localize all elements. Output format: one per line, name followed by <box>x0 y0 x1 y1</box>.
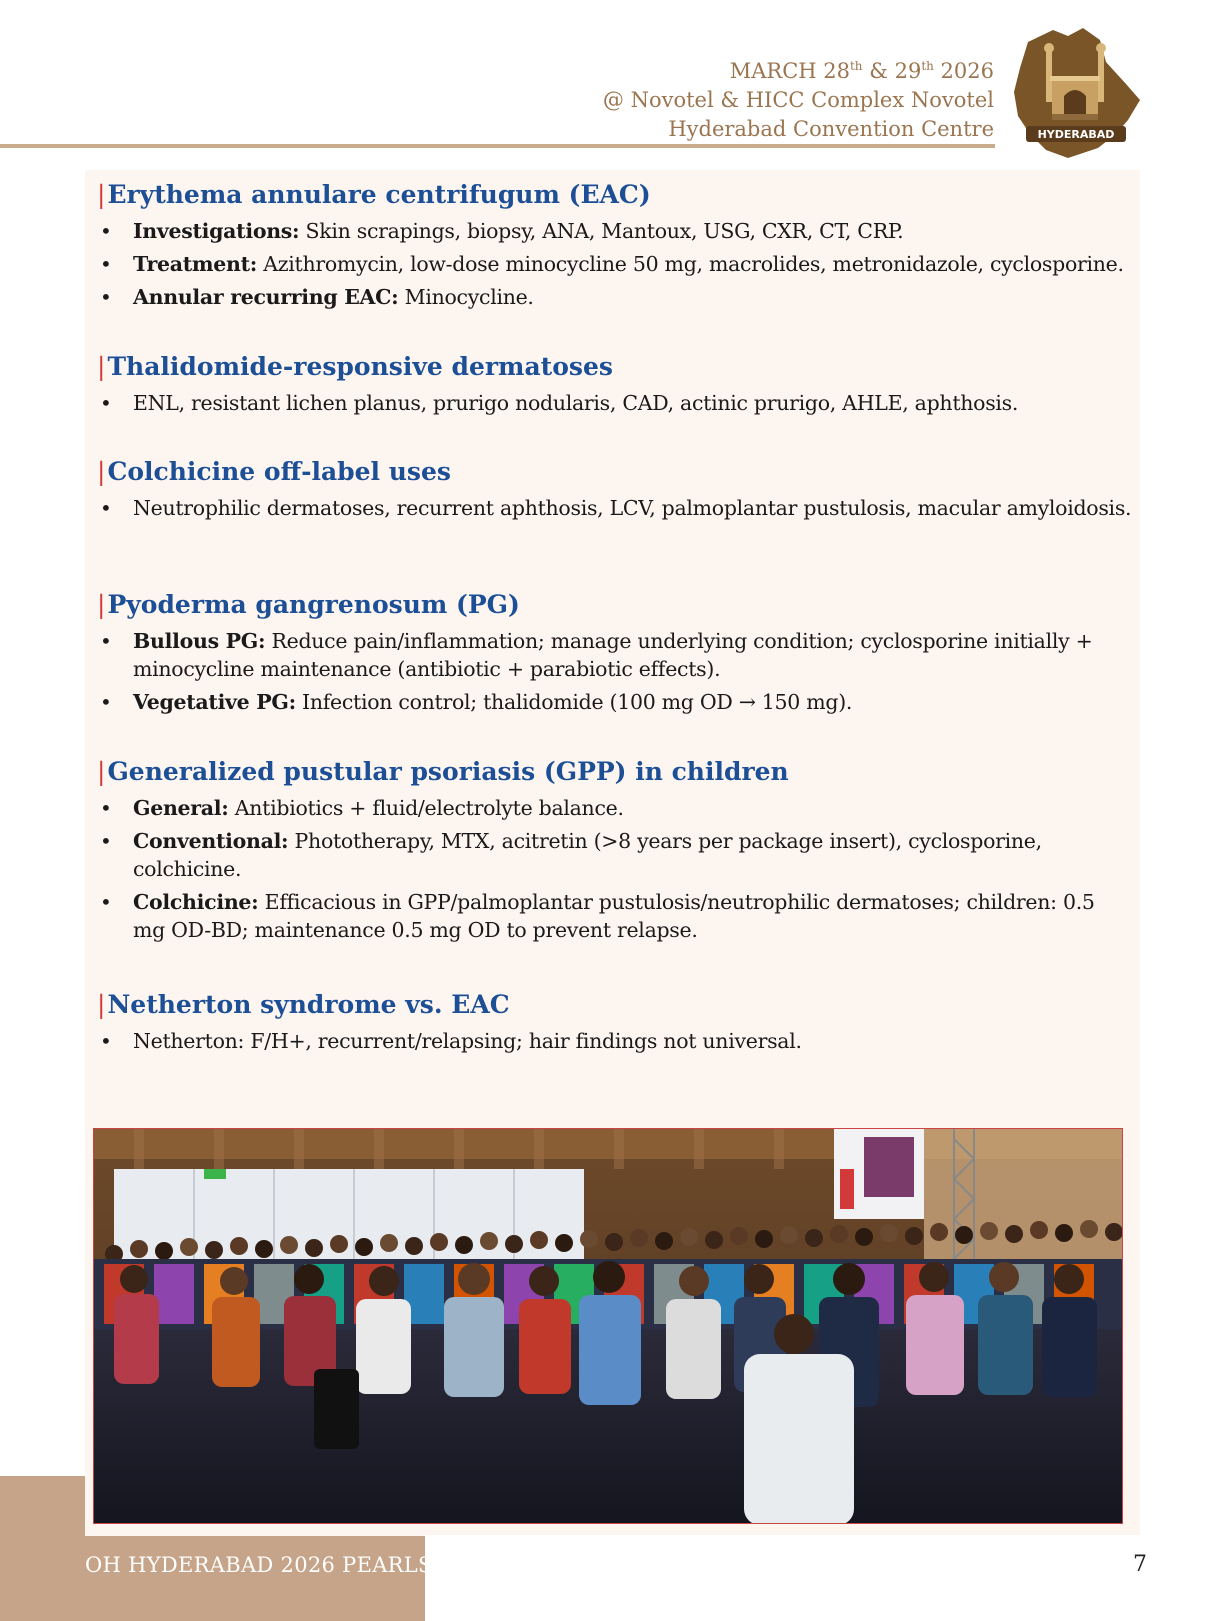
list-item: • Vegetative PG: Infection control; thalidomide (100 mg OD → 150 mg). <box>97 688 1132 716</box>
section-title: |Erythema annulare centrifugum (EAC) <box>97 180 651 209</box>
list-item: • Annular recurring EAC: Minocycline. <box>97 283 1132 311</box>
header-divider <box>0 144 995 148</box>
section-pg <box>97 588 1132 716</box>
section-netherton <box>97 988 1132 1055</box>
list-item: • Treatment: Azithromycin, low-dose minocycline 50 mg, macrolides, metronidazole, cyclosporine. <box>97 250 1132 278</box>
event-header <box>603 52 994 144</box>
audience-illustration <box>94 1129 1123 1524</box>
publication-title: OH HYDERABAD 2026 PEARLS <box>85 1553 433 1577</box>
list-item: • Neutrophilic dermatoses, recurrent aphthosis, LCV, palmoplantar pustulosis, macular amyloidosis. <box>97 494 1132 522</box>
section-title: |Netherton syndrome vs. EAC <box>97 990 510 1019</box>
section-title: |Generalized pustular psoriasis (GPP) in children <box>97 757 789 786</box>
section-eac <box>97 178 1132 311</box>
section-thalidomide <box>97 350 1132 417</box>
logo-text: HYDERABAD <box>1037 128 1115 141</box>
conference-audience-photo <box>93 1128 1123 1524</box>
event-venue-line2: Hyderabad Convention Centre <box>668 117 994 141</box>
section-gpp <box>97 755 1132 944</box>
list-item: • Conventional: Phototherapy, MTX, acitretin (>8 years per package insert), cyclosporine, colchicine. <box>97 827 1132 883</box>
list-item: • Netherton: F/H+, recurrent/relapsing; hair findings not universal. <box>97 1027 1132 1055</box>
hyderabad-charminar-logo <box>1008 22 1143 162</box>
list-item: • Colchicine: Efficacious in GPP/palmoplantar pustulosis/neutrophilic dermatoses; children: 0.5 mg OD-BD; maintenance 0.5 mg OD to prevent relapse. <box>97 888 1132 944</box>
page-number: 7 <box>1133 1552 1147 1577</box>
section-title: |Pyoderma gangrenosum (PG) <box>97 590 520 619</box>
list-item: • ENL, resistant lichen planus, prurigo nodularis, CAD, actinic prurigo, AHLE, aphthosis. <box>97 389 1132 417</box>
section-colchicine <box>97 455 1132 522</box>
section-title: |Colchicine off-label uses <box>97 457 451 486</box>
event-venue-line1: @ Novotel & HICC Complex Novotel <box>602 88 994 112</box>
list-item: • Investigations: Skin scrapings, biopsy, ANA, Mantoux, USG, CXR, CT, CRP. <box>97 217 1132 245</box>
section-title: |Thalidomide-responsive dermatoses <box>97 352 613 381</box>
list-item: • General: Antibiotics + fluid/electrolyte balance. <box>97 794 1132 822</box>
event-date: MARCH 28th & 29th 2026 <box>729 59 994 83</box>
list-item: • Bullous PG: Reduce pain/inflammation; manage underlying condition; cyclosporine initially + minocycline maintenance (antibiotic + parabiotic effects). <box>97 627 1132 683</box>
